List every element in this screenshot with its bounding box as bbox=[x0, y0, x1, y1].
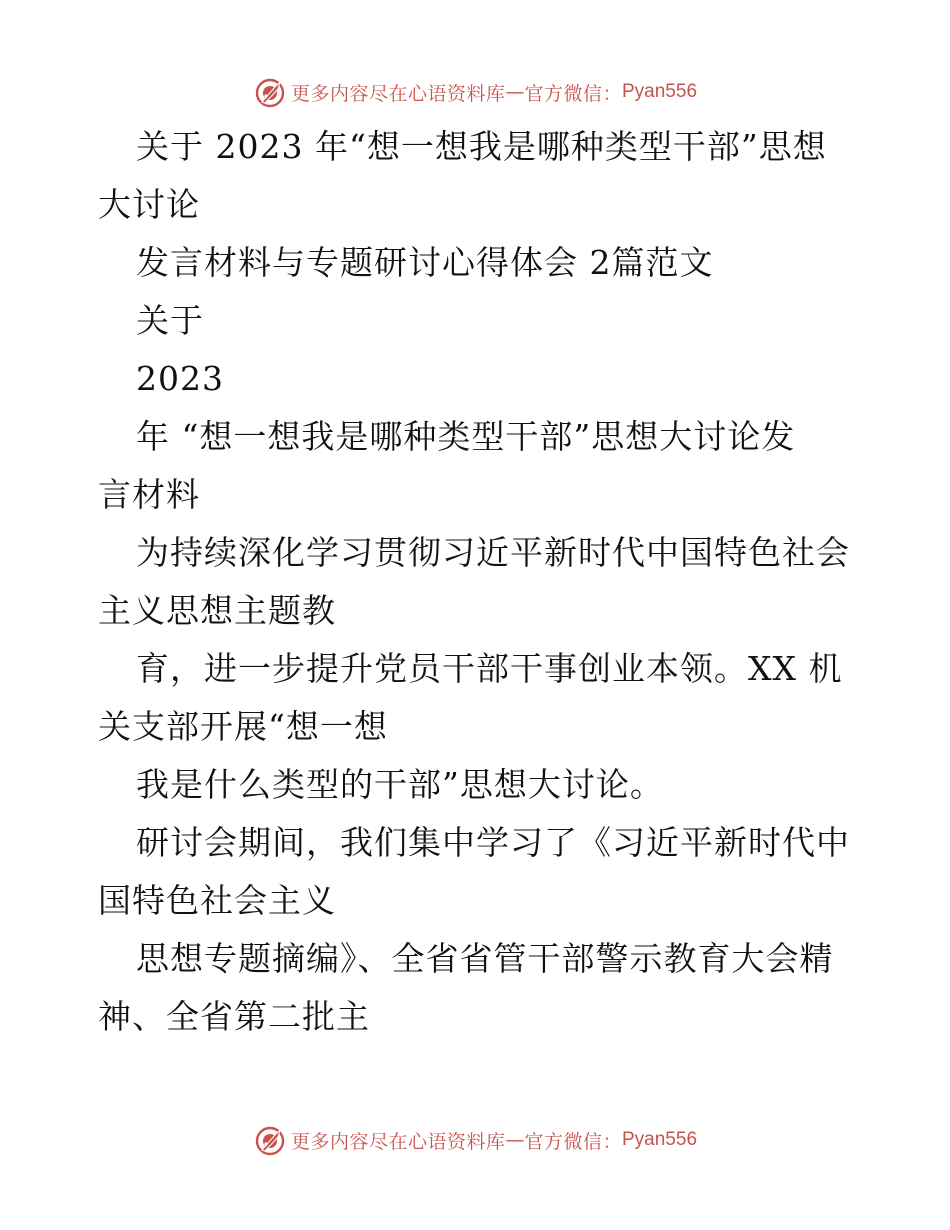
document-body bbox=[98, 118, 858, 1046]
banner-wechat-label: 官方微信： bbox=[524, 1130, 622, 1153]
text-line: 发言材料与专题研讨心得体会 2篇范文 bbox=[136, 243, 714, 282]
pen-logo-icon bbox=[253, 1123, 287, 1157]
banner-dash: — bbox=[505, 81, 525, 103]
pen-logo-icon bbox=[253, 75, 287, 109]
text-line: 研讨会期间，我们集中学习了《习近平新时代中 bbox=[136, 823, 850, 862]
text-line: 我是什么类型的干部”思想大讨论。 bbox=[136, 765, 664, 804]
footer-banner bbox=[0, 1120, 950, 1160]
banner-text: 更多内容尽在心语资料库 bbox=[290, 1130, 506, 1153]
text-line: 思想专题摘编》、全省省管干部警示教育大会精 bbox=[136, 939, 834, 978]
text-line: 2023 bbox=[136, 359, 224, 398]
text-line: 大讨论 bbox=[98, 185, 200, 224]
banner-dash: — bbox=[505, 1129, 525, 1151]
text-line: 年 “想一想我是哪种类型干部”思想大讨论发 bbox=[136, 417, 796, 456]
banner-wechat-id: Pyan556 bbox=[622, 81, 698, 102]
text-line: 关于 bbox=[136, 301, 204, 340]
text-line: 言材料 bbox=[98, 475, 200, 514]
banner-wechat-id: Pyan556 bbox=[622, 1129, 698, 1150]
text-line: 育，进一步提升党员干部干事创业本领。XX 机 bbox=[136, 649, 843, 688]
text-line: 神、全省第二批主 bbox=[98, 997, 370, 1036]
text-line: 国特色社会主义 bbox=[98, 881, 336, 920]
header-banner bbox=[0, 72, 950, 112]
banner-text: 更多内容尽在心语资料库 bbox=[290, 82, 506, 105]
text-line: 关支部开展“想一想 bbox=[98, 707, 388, 746]
banner-wechat-label: 官方微信： bbox=[524, 82, 622, 105]
text-line: 主义思想主题教 bbox=[98, 591, 336, 630]
text-line: 关于 2023 年“想一想我是哪种类型干部”思想 bbox=[136, 127, 827, 166]
text-line: 为持续深化学习贯彻习近平新时代中国特色社会 bbox=[136, 533, 850, 572]
